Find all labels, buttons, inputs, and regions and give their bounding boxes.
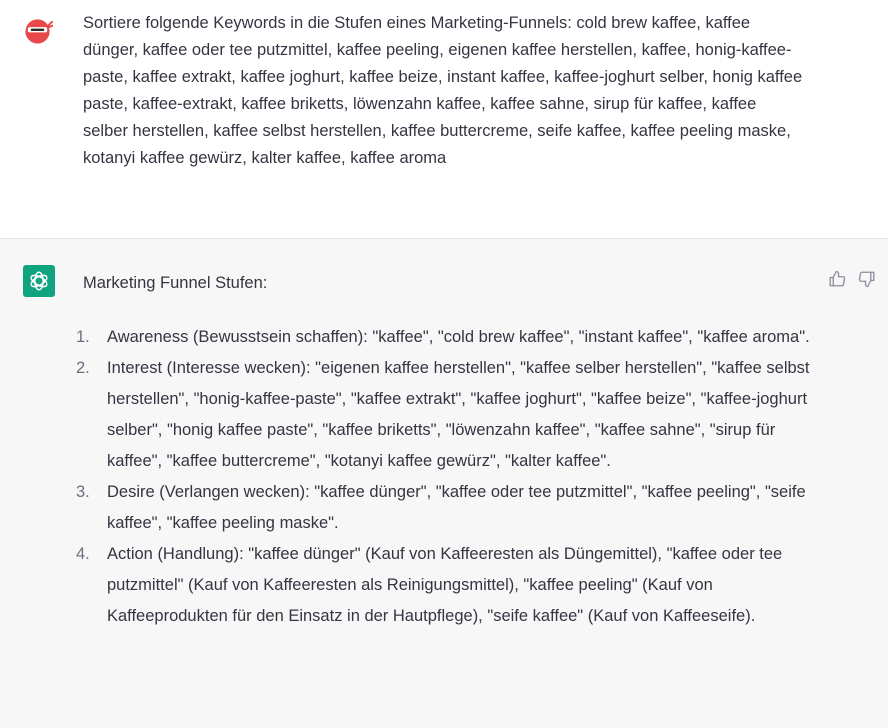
funnel-stage-item [60,477,820,539]
list-number: 2. [76,359,90,377]
feedback-buttons [828,270,876,288]
thumbs-up-icon[interactable] [828,270,846,288]
assistant-intro-text: Marketing Funnel Stufen: [83,274,268,292]
funnel-stage-item [60,539,820,632]
funnel-stage-list [60,322,820,632]
user-message-text: Sortiere folgende Keywords in die Stufen eines Marketing-Funnels: cold brew kaffee, kaffee dünger, kaffee oder tee putzmittel, kaffee peeling, eigenen kaffee herstellen, kaffee, honig-kaffee-paste, kaffee extrakt, kaffee joghurt, kaffee beize, instant kaffee, kaffee-joghurt selber, honig kaffee paste, kaffee-extrakt, kaffee briketts, löwenzahn kaffee, kaffee sahne, sirup für kaffee, kaffee selber herstellen, kaffee selbst herstellen, kaffee buttercreme, seife kaffee, kaffee peeling maske, kotanyi kaffee gewürz, kalter kaffee, kaffee aroma [83,14,803,167]
thumbs-down-icon[interactable] [858,270,876,288]
list-number: 1. [76,328,90,346]
list-number: 3. [76,483,90,501]
funnel-stage-text: Action (Handlung): "kaffee dünger" (Kauf von Kaffeeresten als Düngemittel), "kaffee oder tee putzmittel" (Kauf von Kaffeeresten als Reinigungsmittel), "kaffee peeling" (Kauf von Kaffeeprodukten für den Einsatz in der Hautpflege), "seife kaffee" (Kauf von Kaffeeseife). [107,545,783,625]
funnel-stage-item [60,353,820,477]
funnel-stage-item [60,322,820,353]
openai-logo-icon [23,265,55,297]
funnel-stage-text: Interest (Interesse wecken): "eigenen kaffee herstellen", "kaffee selber herstellen", "kaffee selbst herstellen", "honig-kaffee-paste", "kaffee extrakt", "kaffee joghurt", "kaffee beize", "kaffee-joghurt selber", "honig kaffee paste", "kaffee briketts", "löwenzahn kaffee", "kaffee sahne", "sirup für kaffee", "kaffee buttercreme", "kotanyi kaffee gewürz", "kalter kaffee". [107,359,810,470]
list-number: 4. [76,545,90,563]
user-message-block [0,0,888,239]
ninja-avatar-icon [24,16,53,45]
funnel-stage-text: Awareness (Bewusstsein schaffen): "kaffee", "cold brew kaffee", "instant kaffee", "kaffee aroma". [107,328,810,346]
funnel-stage-text: Desire (Verlangen wecken): "kaffee dünger", "kaffee oder tee putzmittel", "kaffee peeling", "seife kaffee", "kaffee peeling maske". [107,483,806,532]
